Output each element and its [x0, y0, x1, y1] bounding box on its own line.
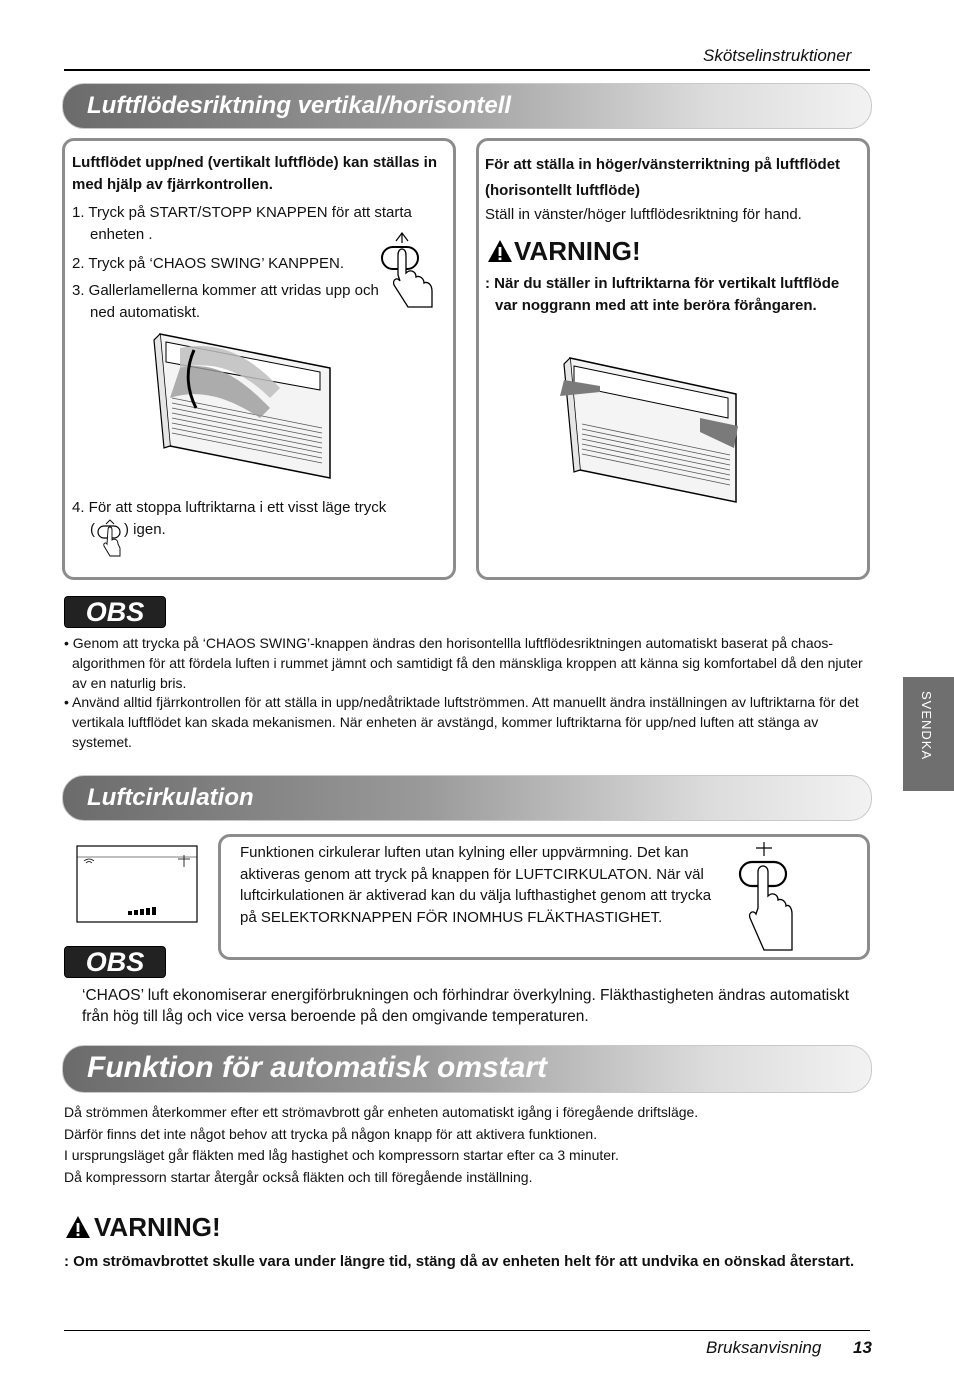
- vertical-airflow-intro: Luftflödet upp/ned (vertikalt luftflöde) kan ställas in med hjälp av fjärrkontrollen.: [72, 154, 438, 193]
- remote-display-illustration: [76, 845, 198, 923]
- warning-triangle-icon: [64, 1214, 92, 1240]
- horizontal-airflow-intro: För att ställa in höger/vänsterriktning på luftflödet (horisontellt luftflöde): [485, 156, 841, 199]
- step-4-again: ) igen.: [124, 521, 166, 538]
- step-4: 4. För att stoppa luftriktarna i ett visst läge tryck: [72, 499, 387, 516]
- page-number: 13: [853, 1338, 872, 1357]
- step-3: 3. Gallerlamellerna kommer att vridas upp och ned automatiskt.: [72, 282, 379, 321]
- step-1: 1. Tryck på START/STOPP KNAPPEN för att starta enheten .: [72, 204, 412, 243]
- header-rule: [64, 69, 870, 71]
- language-tab: [903, 677, 954, 791]
- step-4-again-text: igen.: [133, 521, 166, 538]
- indoor-unit-horizontal-louver-illustration: [560, 352, 750, 512]
- air-circulation-button-icon: [736, 838, 796, 953]
- auto-restart-line-3: I ursprungsläget går fläkten med låg hastighet och kompressorn startar efter ca 3 minuter.: [64, 1147, 619, 1163]
- obs-note-1: • Genom att trycka på ‘CHAOS SWING’-knappen ändras den horisontellla luftflödesriktningen automatiskt baserat på chaos-algorithmen för att fördela luften i rummet jämnt och samtidigt få den mänskliga kroppen att känna sig komfortabel då den njuter av en naturlig bris.: [64, 635, 863, 691]
- warning-text-airflow: : När du ställer in luftriktarna för vertikalt luftflöde var noggrann med att inte beröra förångaren.: [485, 275, 840, 314]
- footer-label: Bruksanvisning: [706, 1338, 822, 1357]
- section-title-auto-restart: Funktion för automatisk omstart: [87, 1051, 548, 1084]
- obs-label-2: OBS: [64, 946, 166, 978]
- auto-restart-line-1: Då strömmen återkommer efter ett strömavbrott går enheten automatiskt igång i föregående driftsläge.: [64, 1104, 699, 1120]
- obs-note-chaos: ‘CHAOS’ luft ekonomiserar energiförbrukningen och förhindrar överkylning. Fläkthastigheten ändras automatiskt från hög till låg och vice versa beroende på den omgivande temperaturen.: [82, 987, 850, 1025]
- section-title-band-auto-restart: [62, 1045, 872, 1093]
- obs-note-2: • Använd alltid fjärrkontrollen för att ställa in upp/nedåtriktade luftströmmen. Att manuellt ändra inställningen av luftriktarna för det vertikala luftflödet kan skada mekanismen. När enheten är avstängd, kommer luftriktarna för upp/ned luften att stänga av systemet.: [64, 694, 859, 750]
- chaos-swing-button-icon: [376, 225, 446, 310]
- warning-triangle-icon: [486, 238, 514, 264]
- section-title-airflow: Luftflödesriktning vertikal/horisontell: [87, 92, 512, 119]
- indoor-unit-vertical-swing-illustration: [150, 328, 340, 488]
- section-title-circulation: Luftcirkulation: [87, 784, 254, 811]
- obs-label-1: OBS: [64, 596, 166, 628]
- language-tab-label: SVENDKA: [919, 691, 934, 761]
- step-2: 2. Tryck på ‘CHAOS SWING’ KANPPEN.: [72, 255, 344, 272]
- section-header: Skötselinstruktioner: [703, 46, 852, 65]
- warning-text-restart: : Om strömavbrottet skulle vara under längre tid, stäng då av enheten helt för att undvika en oönskad återstart.: [64, 1253, 855, 1270]
- horizontal-airflow-text: Ställ in vänster/höger luftflödesriktning för hand.: [485, 206, 802, 223]
- auto-restart-line-4: Då kompressorn startar återgår också fläkten och till föregående inställning.: [64, 1169, 533, 1185]
- warning-title-airflow: VARNING!: [514, 236, 641, 266]
- section-title-band-circulation: [62, 775, 872, 821]
- warning-title-restart: VARNING!: [94, 1212, 221, 1242]
- auto-restart-line-2: Därför finns det inte något behov att trycka på någon knapp för att aktivera funktionen.: [64, 1126, 598, 1142]
- footer-rule: [64, 1330, 870, 1331]
- step-4-paren-open: (: [90, 521, 95, 538]
- air-circulation-text: Funktionen cirkulerar luften utan kylning eller uppvärmning. Det kan aktiveras genom att tryck på knappen för LUFTCIRKULATON. När väl luftcirkulationen är aktiverad kan du välja lufthastighet genom att trycka på SELEKTORKNAPPEN FÖR INOMHUS FLÄKTHASTIGHET.: [240, 844, 712, 926]
- section-title-band-airflow: [62, 83, 872, 129]
